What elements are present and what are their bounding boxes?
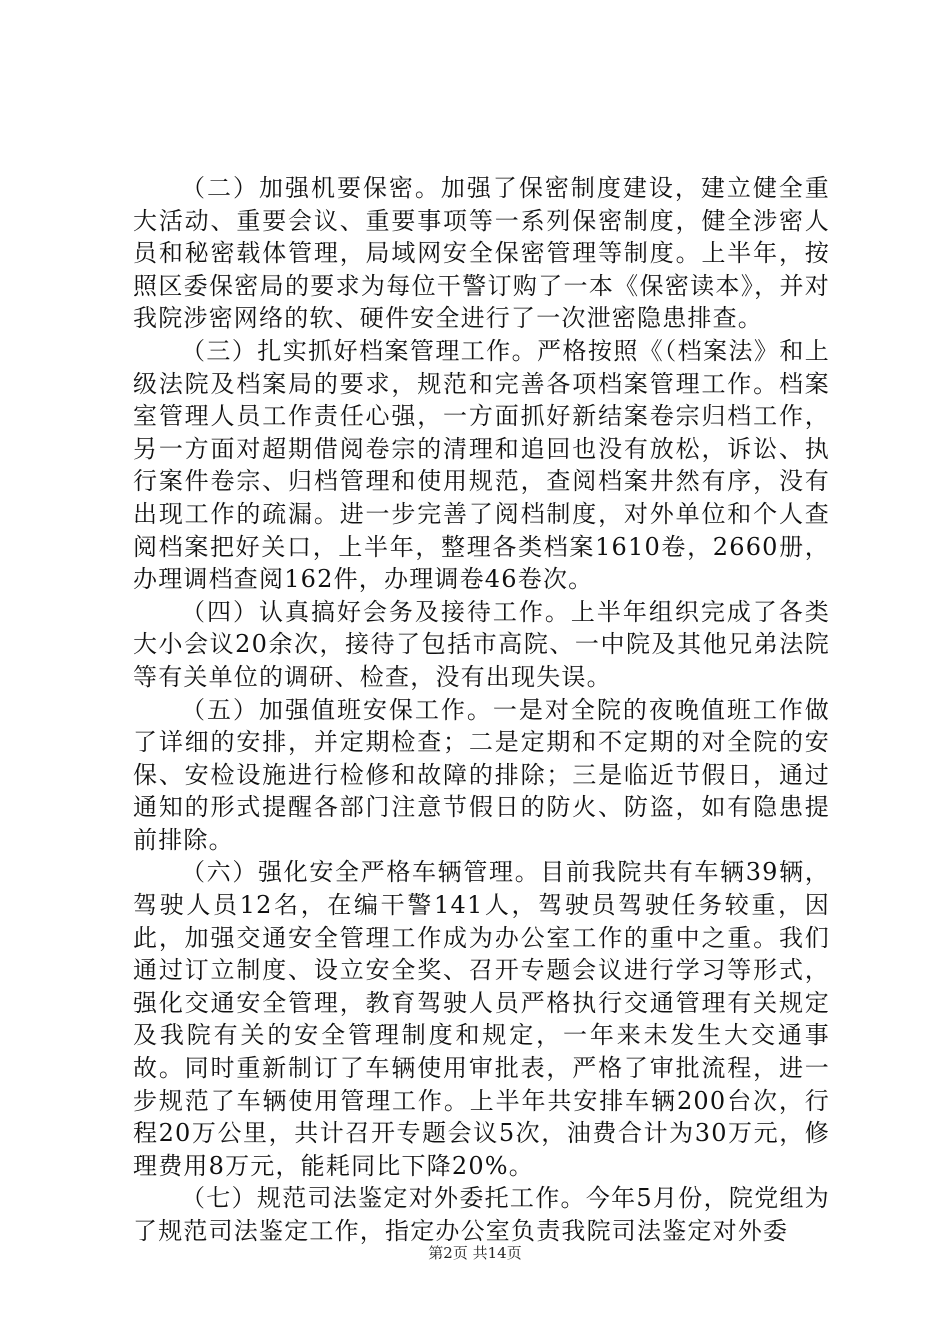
paragraph-confidentiality: （二）加强机要保密。加强了保密制度建设，建立健全重大活动、重要会议、重要事项等一系列保密制度，健全涉密人员和秘密载体管理，局域网安全保密管理等制度。上半年，按照区委保密局的要求为每位干警订购了一本《保密读本》，并对我院涉密网络的软、硬件安全进行了一次泄密隐患排查。: [133, 174, 830, 333]
paragraph-duty-security: （五）加强值班安保工作。一是对全院的夜晚值班工作做了详细的安排，并定期检查；二是定期和不定期的对全院的安保、安检设施进行检修和故障的排除；三是临近节假日，通过通知的形式提醒各部门注意节假日的防火、防盗，如有隐患提前排除。: [133, 695, 830, 854]
body-text: [133, 172, 830, 1248]
page-number-footer: 第2页 共14页: [428, 1244, 522, 1262]
paragraph-vehicle-management: （六）强化安全严格车辆管理。目前我院共有车辆39辆，驾驶人员12名，在编干警141人，驾驶员驾驶任务较重，因此，加强交通安全管理工作成为办公室工作的重中之重。我们通过订立制度、设立安全奖、召开专题会议进行学习等形式，强化交通安全管理，教育驾驶人员严格执行交通管理有关规定及我院有关的安全管理制度和规定，一年来未发生大交通事故。同时重新制订了车辆使用审批表，严格了审批流程，进一步规范了车辆使用管理工作。上半年共安排车辆200台次，行程20万公里，共计召开专题会议5次，油费合计为30万元，修理费用8万元，能耗同比下降20%。: [133, 858, 830, 1180]
paragraph-archives: （三）扎实抓好档案管理工作。严格按照《（档案法》和上级法院及档案局的要求，规范和完善各项档案管理工作。档案室管理人员工作责任心强，一方面抓好新结案卷宗归档工作，另一方面对超期借阅卷宗的清理和追回也没有放松，诉讼、执行案件卷宗、归档管理和使用规范，查阅档案井然有序，没有出现工作的疏漏。进一步完善了阅档制度，对外单位和个人查阅档案把好关口，上半年，整理各类档案1610卷，2660册，办理调档查阅162件，办理调卷46卷次。: [133, 336, 830, 594]
paragraph-judicial-appraisal: （七）规范司法鉴定对外委托工作。今年5月份，院党组为了规范司法鉴定工作，指定办公室负责我院司法鉴定对外委: [133, 1184, 830, 1245]
paragraph-meetings-reception: （四）认真搞好会务及接待工作。上半年组织完成了各类大小会议20余次，接待了包括市高院、一中院及其他兄弟法院等有关单位的调研、检查，没有出现失误。: [133, 597, 830, 691]
